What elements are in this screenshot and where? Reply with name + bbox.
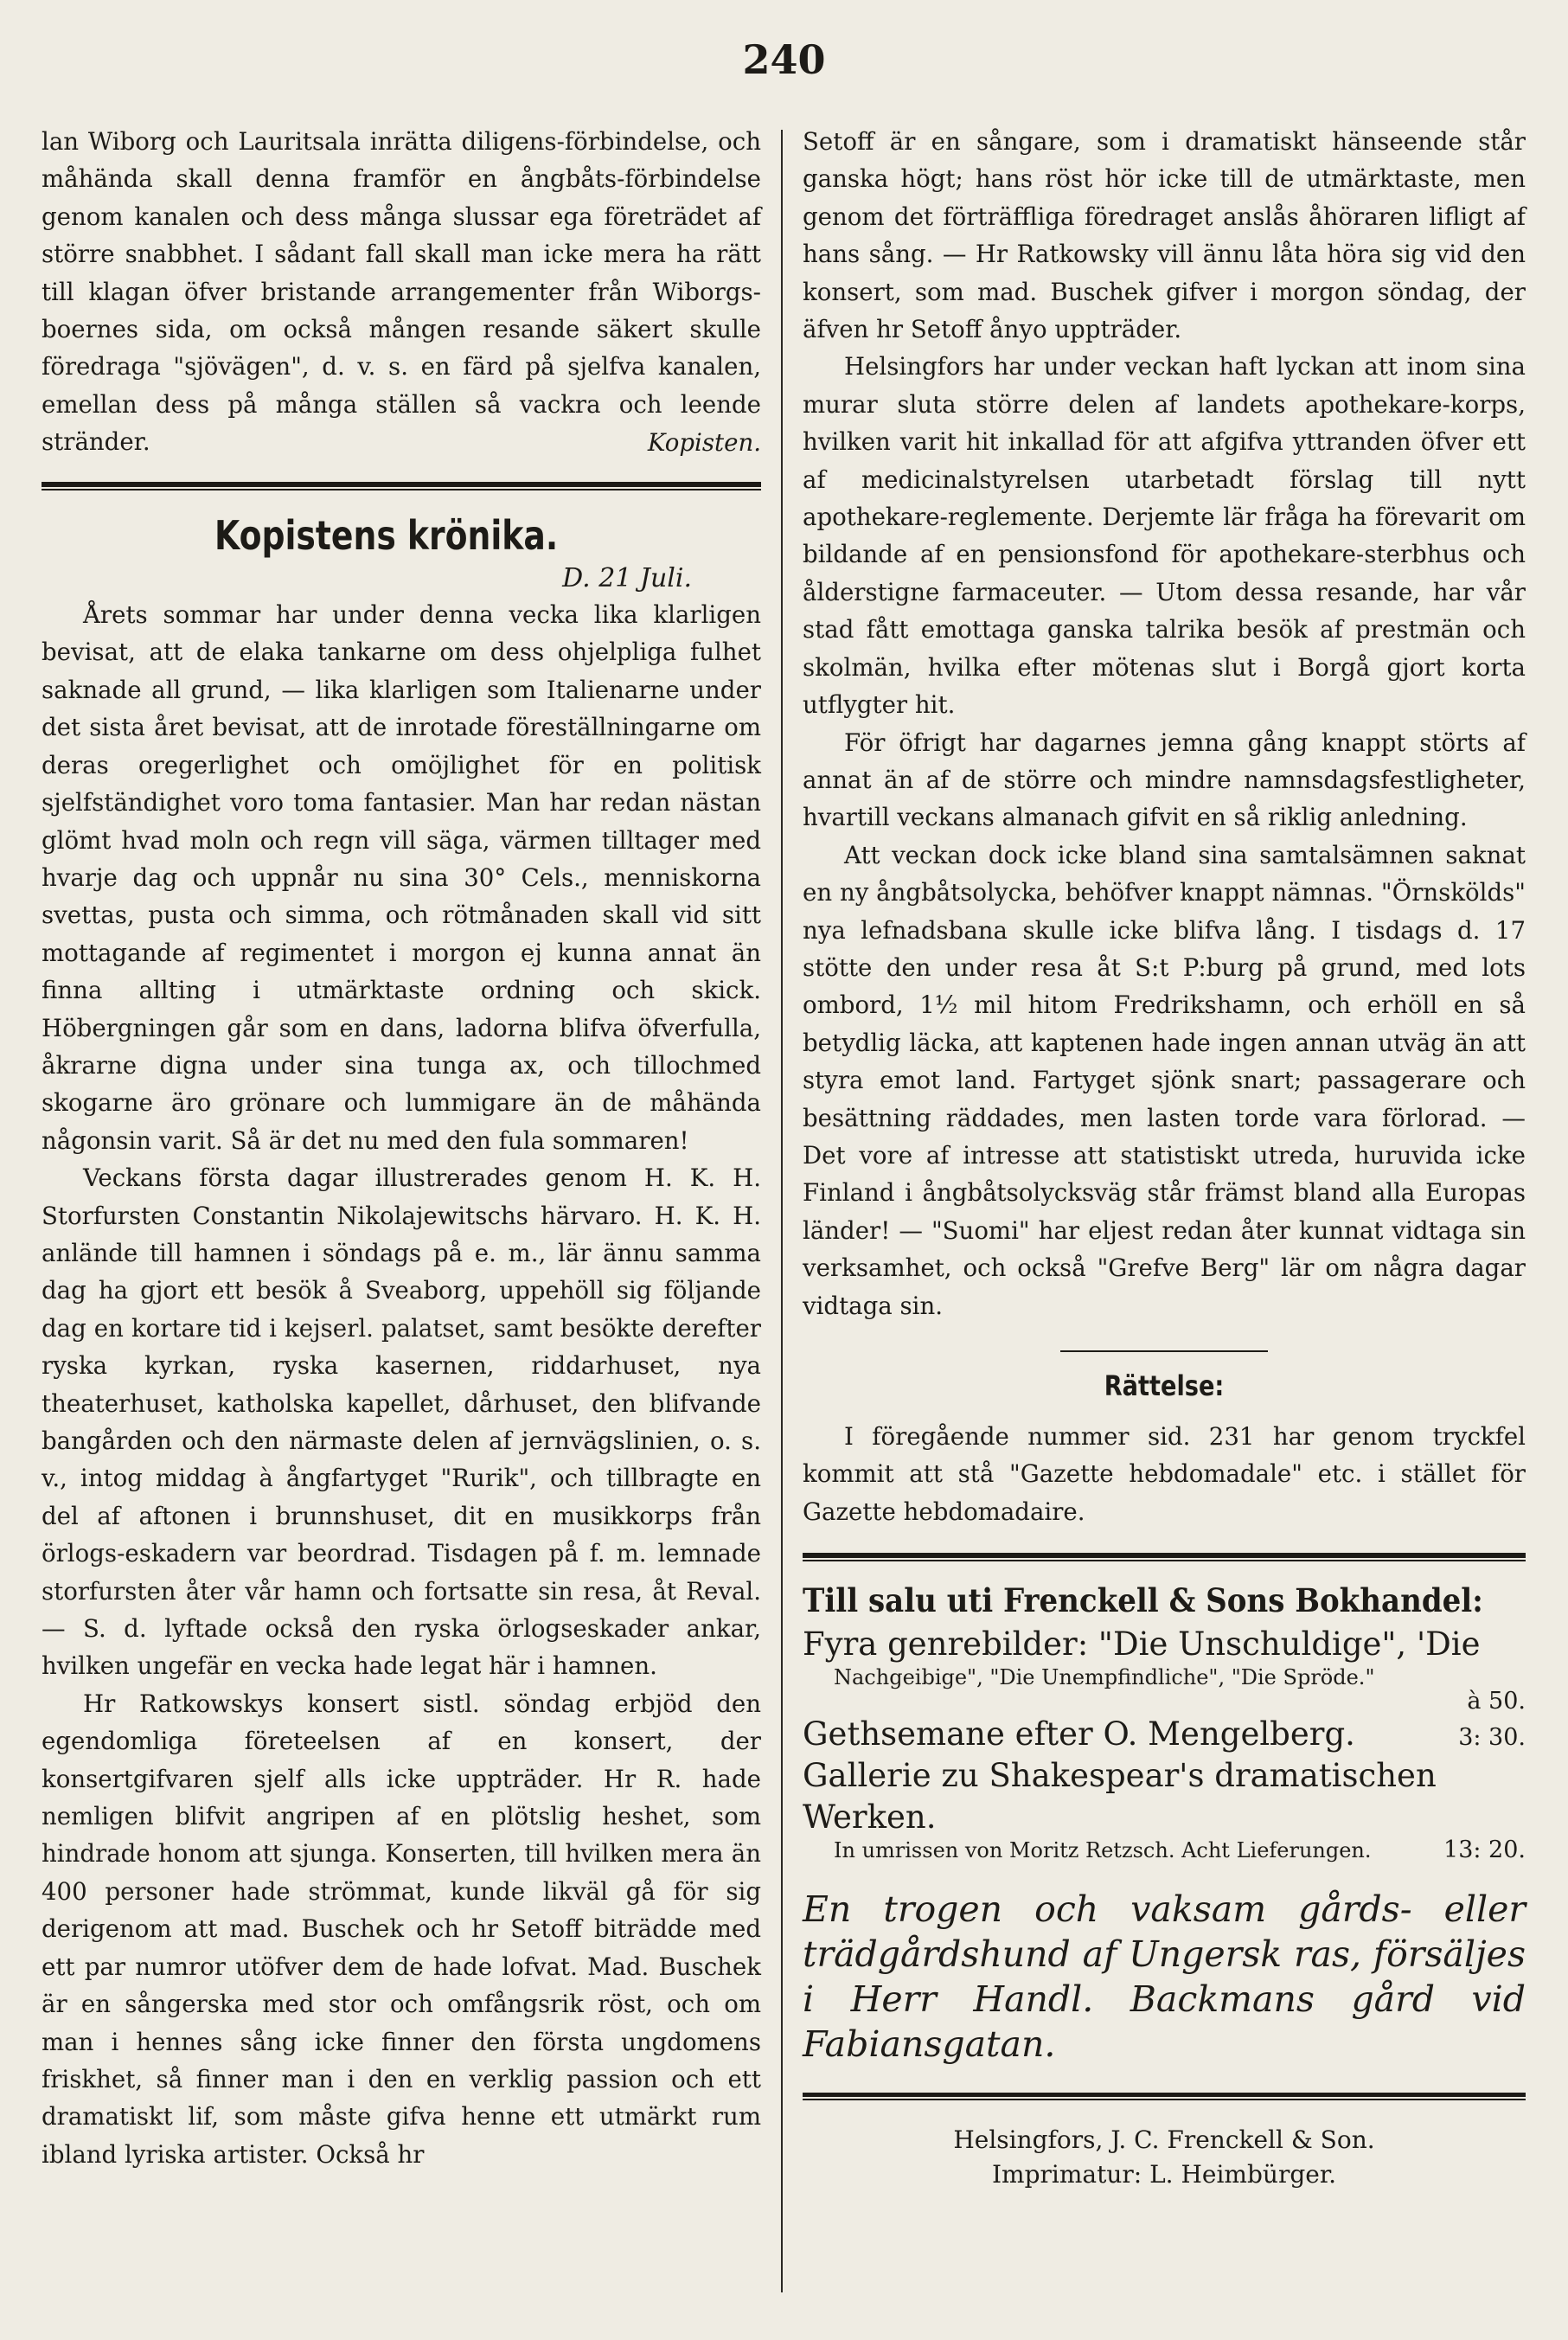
bookshop-ad-heading: Till salu uti Frenckell & Sons Bokhandel:: [803, 1581, 1483, 1620]
page-number: 240: [742, 36, 826, 83]
ad-item-detail: [803, 1665, 1526, 1689]
ad-item-price: 3: 30.: [1458, 1724, 1526, 1752]
right-column: [803, 123, 1526, 2192]
chronicle-paragraph-3: Hr Ratkowskys konsert sistl. söndag erbjöd den egendomliga företeelsen af en konsert, der konsertgifvaren sjelf alls icke uppträder. Hr R. hade nemligen blifvit angripen af en plötslig heshet, som hindrade honom att sjunga. Konserten, till hvilken mera än 400 personer hade strömmat, kunde likväl gå för sig derigenom att mad. Buschek och hr Setoff biträdde med ett par numror utöfver dem de hade lofvat. Mad. Buschek är en sångerska med stor och omfångsrik röst, och om man i hennes sång icke finner den första ungdomens friskhet, så finner man i den en verklig passion och ett dramatiskt lif, som måste gifva henne ett utmärkt rum ibland lyriska artister. Också hr: [42, 1689, 761, 2169]
steamship-paragraph: Att veckan dock icke bland sina samtalsämnen saknat en ny ångbåtsolycka, behöfver knappt nämnas. "Örnskölds" nya lefnadsbana skulle icke blifva lång. I tisdags d. 17 stötte den under resa åt S:t P:burg på grund, med lots ombord, 1½ mil hitom Fredrikshamn, och erhöll en så betydlig läcka, att kaptenen hade ingen annan utväg än att styra emot land. Fartyget sjönk snart; passagerare och besättning räddades, men lasten torde vara förlorad. — Det vore af intresse att statistiskt utreda, huruvida icke Finland i ångbåtsolycksväg står främst bland alla Europas länder! — "Suomi" har eljest redan åter kunnat vidtaga sin verksamhet, och också "Grefve Berg" lär om några dagar vidtaga sin.: [803, 840, 1526, 1320]
ad-item: [803, 1714, 1526, 1755]
correction-text: I föregående nummer sid. 231 har genom tryckfel kommit att stå "Gazette hebdomadale" etc. i stället för Gazette hebdomadaire.: [803, 1422, 1526, 1526]
ad-rule: [803, 1553, 1526, 1558]
correction-title: Rättelse:: [1104, 1369, 1225, 1402]
ad-item: [803, 1755, 1526, 1862]
ad-item-price: 13: 20.: [1443, 1837, 1526, 1864]
correction-rule: [1060, 1350, 1268, 1352]
chronicle-paragraph-1: Årets sommar har under denna vecka lika klarligen bevisat, att de elaka tankarne om dess ohjelpliga fulhet saknade all grund, — lika klarligen som Italienarne under det sista året bevisat, att de inrotade föreställningarne om deras oregerlighet och omöjlighet för en politisk sjelfständighet voro toma fantasier. Man har redan nästan glömt hvad moln och regn vill säga, värmen tilltager med hvarje dag och uppnår nu sina 30° Cels., menniskorna svettas, pusta och simma, och rötmånaden skall vid sitt mottagande af regimentet i morgon ej kunna annat än finna allting i utmärktaste ordning och skick. Höbergningen går som en dans, ladorna blifva öfverfulla, åkrarne digna under sina tunga ax, och tillochmed skogarne äro grönare och lummigare än de måhända någonsin varit. Så är det nu med den fula sommaren!: [42, 600, 761, 1155]
ad-item-title: Fyra genrebilder: "Die Unschuldige", 'Die: [803, 1625, 1481, 1664]
ad-item: [803, 1624, 1526, 1714]
festivities-paragraph: För öfrigt har dagarnes jemna gång knappt störts af annat än af de större och mindre namnsdagsfestligheter, hvartill veckans almanach gifvit en så riklig anledning.: [803, 728, 1526, 832]
chronicle-paragraph-2: Veckans första dagar illustrerades genom H. K. H. Storfursten Constantin Nikolajewitschs härvaro. H. K. H. anlände till hamnen i söndags på e. m., lär ännu samma dag ha gjort ett besök å Sveaborg, uppehöll sig följande dag en kortare tid i kejserl. palatset, samt besökte derefter ryska kyrkan, ryska kasernen, riddarhuset, nya theaterhuset, katholska kapellet, dårhuset, den blifvande bangården och den närmaste delen af jernvägslinien, o. s. v., intog middag à ångfartyget "Rurik", och tillbragte en del af aftonen i brunnshuset, dit en musikkorps från örlogs-eskadern var beordrad. Tisdagen på f. m. lemnade storfursten åter vår hamn och fortsatte sin resa, åt Reval. — S. d. lyftade också den ryska örlogseskader ankar, hvilken ungefär en vecka hade legat här i hamnen.: [42, 1164, 761, 1681]
intro-paragraph: [42, 123, 761, 461]
section-rule-thin: [42, 489, 761, 490]
section-rule: [42, 482, 761, 487]
ad-rule-thin: [803, 1560, 1526, 1561]
ad-item-subtitle: In umrissen von Moritz Retzsch. Acht Lieferungen.: [834, 1838, 1372, 1863]
section-title: Kopistens krönika.: [214, 512, 559, 560]
intro-text: lan Wiborg och Lauritsala inrätta diligens-förbindelse, och måhända skall denna framför en ångbåts-förbindelse genom kanalen och dess många slussar ega företrädet af större snabbhet. I sådant fall skall man icke mera ha rätt till klagan öfver bristande arrangementer från Wiborgs-boernes sida, om också mången resande säkert skulle föredraga "sjövägen", d. v. s. en färd på sjelfva kanalen, emellan dess på många ställen så vackra och leende stränder.: [42, 127, 761, 457]
dateline: D. 21 Juli.: [562, 563, 692, 594]
continued-paragraph: Setoff är en sångare, som i dramatiskt hänseende står ganska högt; hans röst hör icke till de utmärktaste, men genom det förträffliga föredraget anslås åhöraren lifligt af hans sång. — Hr Ratkowsky vill ännu låta höra sig vid den konsert, som mad. Buschek gifver i morgon söndag, der äfven hr Setoff ånyo uppträder.: [803, 127, 1526, 344]
ad-item-detail: [803, 1838, 1526, 1862]
ad-item-subtitle: Nachgeibige", "Die Unempfindliche", "Die Spröde.": [834, 1665, 1375, 1690]
apothecary-paragraph: Helsingfors har under veckan haft lyckan att inom sina murar sluta större delen af landets apothekare-korps, hvilken varit hit inkallad för att afgifva yttranden öfver ett af medicinalstyrelsen utarbetadt förslag till nytt apothekare-reglemente. Derjemte lär fråga ha förevarit om bildande af en pensionsfond för apothekare-sterbhus och ålderstigne farmaceuter. — Utom dessa resande, har vår stad fått emottaga ganska talrika besök af prestmän och skolmän, hvilka efter mötenas slut i Borgå gjort korta utflygter hit.: [803, 352, 1526, 720]
ad-item-title: Gethsemane efter O. Mengelberg.: [803, 1715, 1355, 1753]
ad-item-price-row: [803, 1689, 1526, 1714]
imprimatur-line: Imprimatur: L. Heimbürger.: [991, 2160, 1337, 2189]
intro-signoff: Kopisten.: [647, 427, 761, 457]
publisher-line: Helsingfors, J. C. Frenckell & Son.: [953, 2125, 1375, 2155]
imprint-rule: [803, 2093, 1526, 2097]
left-column: [42, 123, 761, 2173]
imprint-rule-thin: [803, 2099, 1526, 2100]
dog-sale-notice: En trogen och vaksam gårds- eller trädgårdshund af Ungersk ras, försäljes i Herr Handl. Backmans gård vid Fabiansgatan.: [803, 1888, 1526, 2066]
ad-item-title: Gallerie zu Shakespear's dramatischen Werken.: [803, 1757, 1437, 1837]
column-divider: [781, 130, 783, 2292]
ad-item-price: à 50.: [1467, 1688, 1526, 1715]
